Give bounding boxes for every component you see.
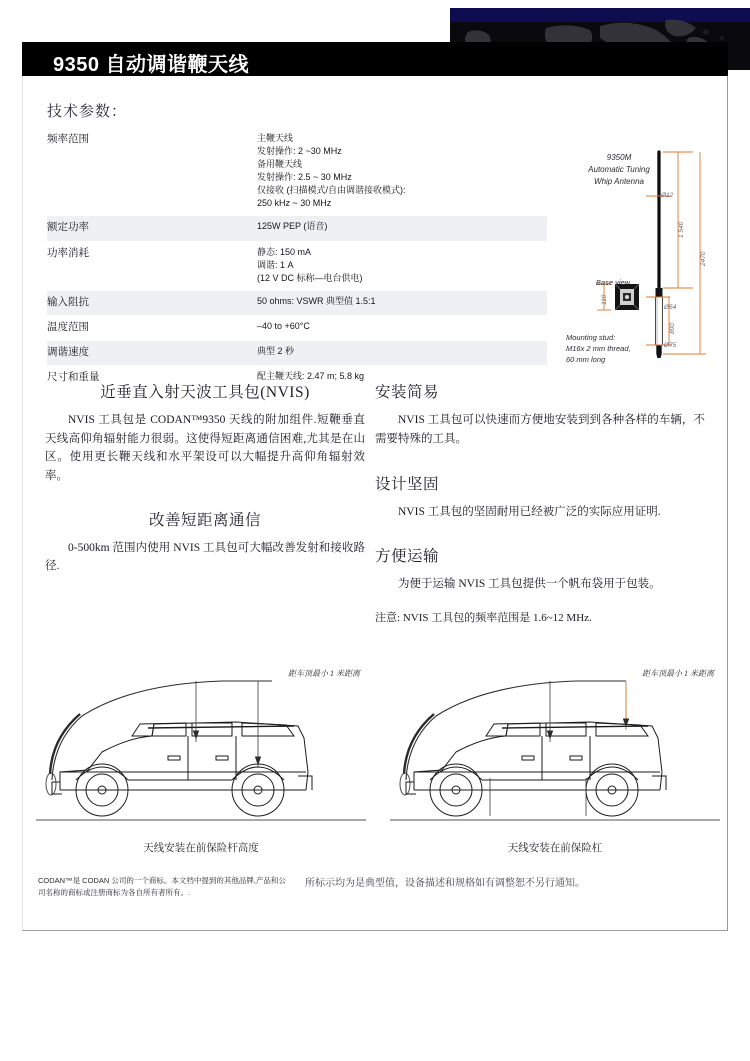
vehicle-drawing-1 (36, 668, 366, 838)
page-title: 9350 自动调谐鞭天线 (53, 54, 250, 76)
spec-value-line: 250 kHz ~ 30 MHz (257, 198, 332, 209)
spec-value-line: –40 to +60°C (257, 320, 310, 331)
vehicle-clearance-note-1: 距车顶最小 1 米距离 (288, 669, 360, 678)
spec-value (257, 216, 547, 241)
spec-value (257, 128, 547, 216)
spec-row (47, 128, 547, 216)
antenna-diagram-caption (573, 152, 665, 188)
stud-label-line-2: M16x 2 mm thread, (566, 343, 631, 353)
spec-value-line: 调谐: 1 A (257, 259, 294, 270)
spec-value (257, 290, 547, 315)
spec-value-line: 典型 2 秒 (257, 346, 295, 357)
spec-value-line: 配主鞭天线: 2.47 m; 5.8 kg (257, 371, 365, 382)
trademark-notice: CODAN™是 CODAN 公司的一个商标。本文档中提到的其他品牌,产品和公司名称的商标或注册商标为各自所有者所有。. (38, 876, 286, 897)
spec-value-line: 静态: 150 mA (257, 246, 312, 257)
spec-key: 功率消耗 (47, 241, 257, 290)
spec-heading: 技术参数： (47, 104, 128, 120)
stud-label-line-3: 60 mm long (566, 354, 606, 364)
spec-row (47, 241, 547, 290)
base-view-label: Base view (595, 278, 631, 287)
spec-value-line: 备用鞭天线 (257, 159, 303, 170)
spec-row (47, 290, 547, 315)
dim-whip-diameter: Ø12 (661, 192, 674, 199)
vehicle-caption-1: 天线安装在前保险杆高度 (143, 843, 259, 854)
spec-key: 输入阻抗 (47, 290, 257, 315)
rugged-design-title: 设计坚固 (375, 476, 440, 494)
stud-label-line-1: Mounting stud: (566, 333, 616, 342)
nvis-right-column (375, 380, 705, 627)
spec-value (257, 341, 547, 366)
spec-value-line: 仅接收 (扫描模式/自由调谐接收模式): (257, 185, 406, 196)
nvis-left-column (45, 380, 365, 592)
antenna-type-label-1: Automatic Tuning (588, 165, 650, 174)
antenna-model-label: 9350M (606, 153, 632, 162)
dim-whip-length: 1 540 (678, 221, 685, 238)
dim-total-length: 2470 (700, 251, 707, 266)
easy-transport-paragraph: 为便于运输 NVIS 工具包提供一个帆布袋用于包装。 (398, 577, 661, 590)
dim-body-diameter: Ø54 (664, 304, 677, 311)
spec-key: 额定功率 (47, 216, 257, 241)
spec-key: 尺寸和重量 (47, 366, 257, 391)
vehicle-diagram-bumper-height (36, 668, 366, 864)
spec-value-line: (12 V DC 标称—电台供电) (257, 272, 363, 283)
spec-row (47, 315, 547, 340)
spec-key: 调谐速度 (47, 341, 257, 366)
dim-stud-diameter: Ø75 (664, 342, 677, 349)
specifications-table (47, 128, 547, 392)
spec-row (47, 341, 547, 366)
rugged-design-paragraph: NVIS 工具包的坚固耐用已经被广泛的实际应用证明. (398, 506, 661, 519)
nvis-title: 近垂直入射天波工具包(NVIS) (100, 384, 310, 401)
vehicle-drawing-2 (390, 668, 720, 838)
spec-key: 频率范围 (47, 128, 257, 216)
spec-value-line: 发射操作: 2.5 ~ 30 MHz (257, 172, 352, 183)
vehicle-clearance-note-2: 距车顶最小 1 米距离 (642, 669, 714, 678)
dim-body-length: 800 (669, 323, 676, 334)
spec-value-line: 50 ohms: VSWR 典型值 1.5:1 (257, 295, 376, 306)
disclaimer-notice: 所标示均为是典型值，设备描述和规格如有调整恕不另行通知。 (305, 878, 585, 889)
frequency-note: 注意: NVIS 工具包的频率范围是 1.6~12 MHz. (375, 611, 592, 624)
short-range-title: 改善短距离通信 (148, 511, 261, 529)
spec-table-body (47, 128, 547, 391)
vehicle-caption-2: 天线安装在前保险杠 (507, 843, 603, 854)
spec-value (257, 241, 547, 290)
base-view-icon (615, 284, 639, 310)
nvis-paragraph: NVIS 工具包是 CODAN™9350 天线的附加组件.短鞭垂直天线高仰角辐射能力很弱。这使得短距离通信困难,尤其是在山区。使用更长鞭天线和水平架设可以大幅提升高仰角辐射效率。 (45, 414, 365, 482)
antenna-dimension-diagram (560, 138, 720, 370)
spec-value (257, 315, 547, 340)
easy-install-paragraph: NVIS 工具包可以快速而方便地安装到到各种各样的车辆，不需要特殊的工具。 (375, 414, 705, 445)
easy-transport-title: 方便运输 (375, 547, 440, 565)
spec-key: 温度范围 (47, 315, 257, 340)
vehicle-diagram-front-bumper (390, 668, 720, 864)
dim-base-height: 110 (601, 294, 608, 305)
spec-value-line: 主鞭天线 (257, 133, 294, 143)
short-range-paragraph: 0-500km 范围内使用 NVIS 工具包可大幅改善发射和接收路径. (45, 541, 365, 573)
spec-row (47, 216, 547, 241)
easy-install-title: 安装简易 (375, 384, 440, 401)
antenna-type-label-2: Whip Antenna (594, 177, 644, 186)
mounting-stud-label (566, 333, 670, 366)
spec-value-line: 125W PEP (语音) (257, 221, 328, 232)
spec-value-line: 发射操作: 2 ~30 MHz (257, 146, 342, 157)
